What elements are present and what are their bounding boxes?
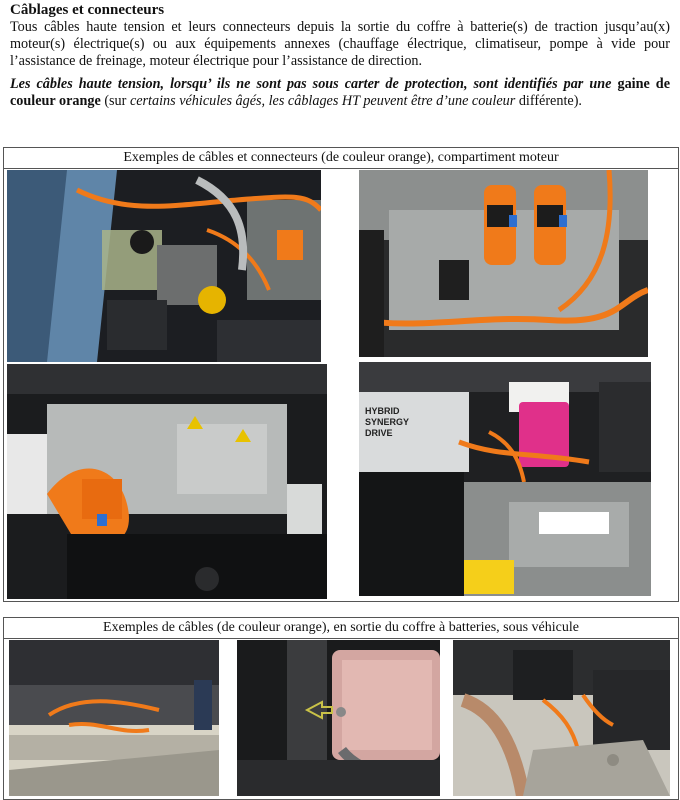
warning-normal-b: différente). bbox=[515, 93, 582, 109]
figure-caption: Exemples de câbles et connecteurs (de couleur orange), compartiment moteur bbox=[4, 148, 678, 169]
section-title: Câblages et connecteurs bbox=[10, 2, 165, 18]
warning-bold: gaine de couleur orange bbox=[10, 76, 670, 109]
label-synergy: SYNERGY bbox=[365, 417, 410, 427]
label-hybrid: HYBRID bbox=[365, 406, 400, 416]
warning-bold-italic: Les câbles haute tension, lorsqu’ ils ne sont pas sous carter de protection, sont identifiés par une bbox=[10, 76, 612, 92]
photo-motor-orange-connector bbox=[7, 364, 327, 599]
photo-hv-connectors bbox=[359, 170, 648, 357]
photo-battery-outlet bbox=[237, 640, 440, 796]
figure-battery-underbody bbox=[3, 617, 679, 800]
warning-paragraph bbox=[10, 76, 670, 110]
label-drive: DRIVE bbox=[365, 428, 393, 438]
photo-hybrid-synergy-drive bbox=[359, 362, 651, 596]
photo-underbody-battery bbox=[9, 640, 219, 796]
intro-paragraph: Tous câbles haute tension et leurs connecteurs depuis la sortie du coffre à batterie(s) de traction jusqu’au(x) moteur(s) électrique(s) ou aux équipements annexes (chauffage électrique, climatiseur, pompe à vide pour l’assistance de freinage, moteur électrique pour l’assistance de direction. bbox=[10, 19, 670, 69]
photo-underbody-cables bbox=[453, 640, 670, 796]
warning-italic: certains véhicules âgés, les câblages HT peuvent être d’une couleur bbox=[129, 93, 516, 109]
figure-caption: Exemples de câbles (de couleur orange), en sortie du coffre à batteries, sous véhicule bbox=[4, 618, 678, 639]
photo-engine-bay-blue bbox=[7, 170, 321, 362]
figure-engine-compartment bbox=[3, 147, 679, 602]
warning-normal-a: (sur bbox=[100, 93, 130, 109]
